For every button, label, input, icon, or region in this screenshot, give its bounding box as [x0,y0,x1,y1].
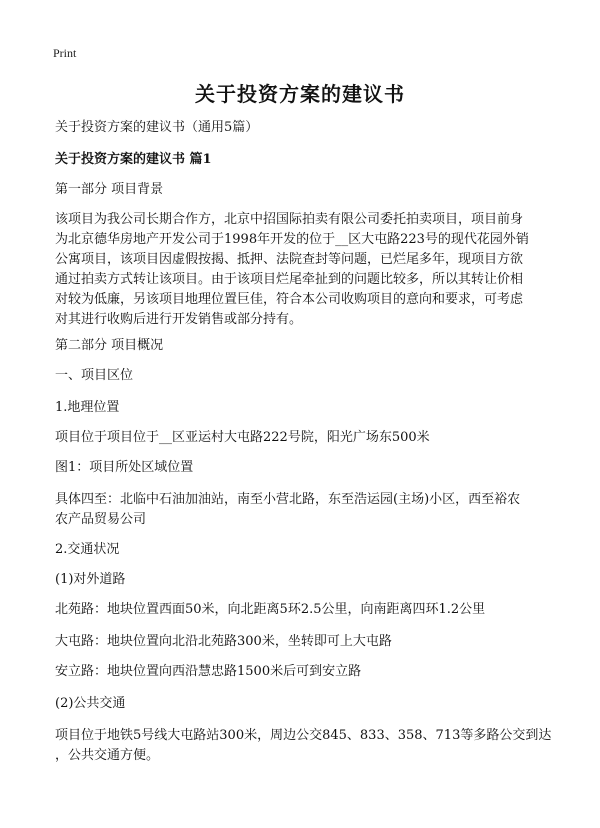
location-text: 项目位于项目位于__区亚运村大屯路222号院，阳光广场东500米 [55,430,430,445]
part1-body-line: 对较为低廉，另该项目地理位置巨佳，符合本公司收购项目的意向和要求，可考虑 [55,292,524,307]
part1-body-line: 为北京德华房地产开发公司于1998年开发的位于__区大屯路223号的现代花园外销 [55,232,529,247]
road-datun: 大屯路：地块位置向北沿北苑路300米，坐转即可上大屯路 [55,634,392,649]
external-roads-heading: (1)对外道路 [55,572,126,587]
part1-heading: 第一部分 项目背景 [55,182,164,197]
road-anli: 安立路：地块位置向西沿慧忠路1500米后可到安立路 [55,664,362,679]
part1-body-line: 公寓项目，该项目因虚假按揭、抵押、法院查封等问题，已烂尾多年，现项目方欲 [55,252,524,267]
boundaries-line: 具体四至：北临中石油加油站，南至小营北路，东至浩运园(主场)小区，西至裕农 [55,492,521,507]
geography-heading: 1.地理位置 [55,400,120,415]
document-title: 关于投资方案的建议书 [195,82,405,106]
project-location-heading: 一、项目区位 [55,368,134,383]
transit-line: 项目位于地铁5号线大屯路站300米，周边公交845、833、358、713等多路公交到达 [55,728,552,743]
transit-line: ，公共交通方便。 [55,748,160,763]
figure-caption: 图1：项目所处区域位置 [55,460,194,475]
public-transit-heading: (2)公共交通 [55,696,126,711]
part1-body-line: 该项目为我公司长期合作方，北京中招国际拍卖有限公司委托拍卖项目，项目前身 [55,212,524,227]
road-beiyuan: 北苑路：地块位置西面50米，向北距离5环2.5公里，向南距离四环1.2公里 [55,602,486,617]
print-label[interactable]: Print [53,46,77,60]
boundaries-line: 农产品贸易公司 [55,512,147,527]
traffic-heading: 2.交通状况 [55,542,120,557]
section-heading: 关于投资方案的建议书 篇1 [55,152,212,167]
document-subtitle: 关于投资方案的建议书（通用5篇） [55,120,259,135]
part2-heading: 第二部分 项目概况 [55,338,164,353]
part1-body-line: 通过拍卖方式转让该项目。由于该项目烂尾牵扯到的问题比较多，所以其转让价相 [55,272,524,287]
part1-body-line: 对其进行收购后进行开发销售或部分持有。 [55,312,303,327]
